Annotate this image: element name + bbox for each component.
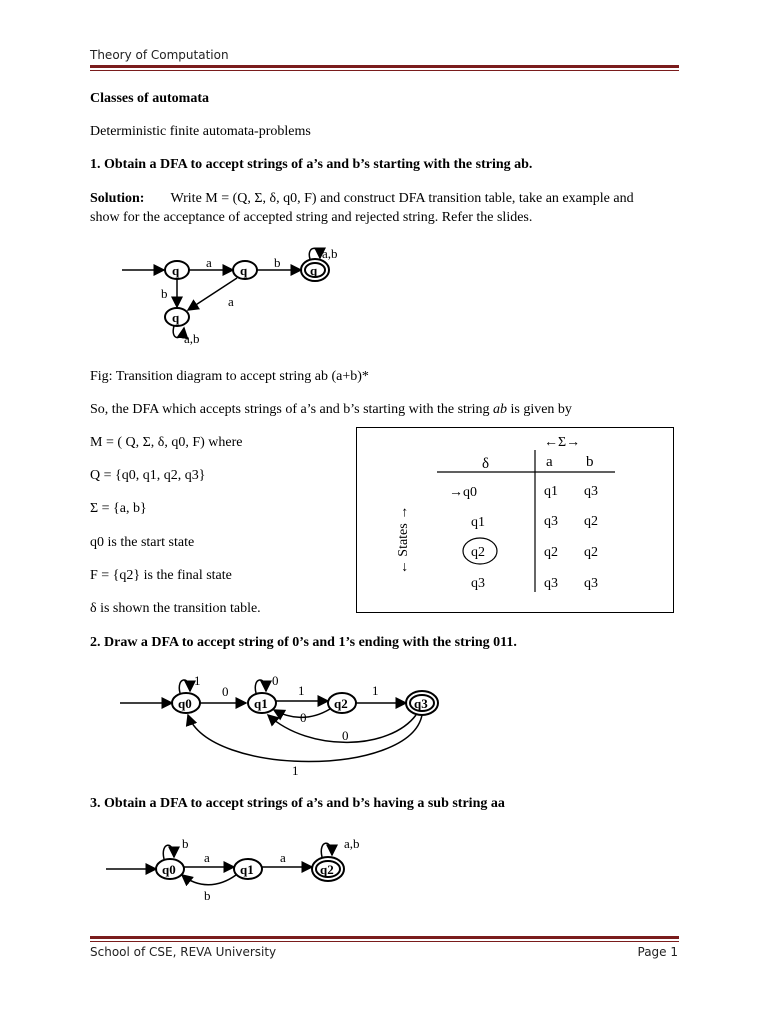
- edge-q0-q1: 0: [222, 684, 229, 699]
- def-line: M = ( Q, Σ, δ, q0, F) where: [90, 435, 243, 450]
- page-header-title: Theory of Computation: [90, 48, 229, 62]
- table-cell: q3: [544, 514, 558, 529]
- loop-label-top: a,b: [322, 246, 338, 261]
- edge-q3-q0: 1: [292, 763, 299, 778]
- table-cell: q3: [584, 576, 598, 591]
- edge-label-b: b: [274, 255, 281, 270]
- edge-q2-q3: 1: [372, 683, 379, 698]
- dfa-intro: So, the DFA which accepts strings of a’s and b’s starting with the string ab is given by: [90, 402, 572, 417]
- loop-label-q1: 0: [272, 673, 279, 688]
- delta-header: δ: [482, 456, 490, 472]
- table-state: q3: [471, 576, 485, 591]
- def-line: F = {q2} is the final state: [90, 568, 232, 583]
- def-line: δ is shown the transition table.: [90, 601, 261, 616]
- col-b-header: b: [586, 454, 594, 470]
- dfa-diagram-2: [110, 665, 450, 780]
- edge-label-b-down: b: [161, 286, 168, 301]
- problem1-heading: 1. Obtain a DFA to accept strings of a’s and b’s starting with the string ab.: [90, 157, 533, 172]
- problem2-heading: 2. Draw a DFA to accept string of 0’s and 1’s ending with the string 011.: [90, 635, 517, 650]
- solution-line2: show for the acceptance of accepted string and rejected string. Refer the slides.: [90, 210, 533, 225]
- state-q0: q0: [162, 862, 176, 877]
- sigma-header: ←Σ→: [544, 435, 581, 450]
- table-cell: q2: [544, 545, 558, 560]
- loop-label-bottom: a,b: [184, 331, 200, 346]
- state-q1: q1: [240, 862, 254, 877]
- table-cell: q2: [584, 514, 598, 529]
- table-cell: q3: [584, 484, 598, 499]
- loop-label-q0: b: [182, 836, 189, 851]
- footer-rule-thin: [90, 941, 679, 942]
- edge-q3-q1: 0: [342, 728, 349, 743]
- footer-rule: [90, 936, 679, 939]
- table-state: q1: [471, 515, 485, 530]
- def-line: q0 is the start state: [90, 535, 195, 550]
- loop-label-q0: 1: [194, 673, 201, 688]
- problem1-solution: [90, 189, 634, 208]
- def-line: Q = {q0, q1, q2, q3}: [90, 468, 206, 483]
- header-rule: [90, 65, 679, 68]
- state-q2: q2: [320, 862, 334, 877]
- table-cell: q2: [584, 545, 598, 560]
- state-q1: q1: [254, 696, 268, 711]
- problem3-heading: 3. Obtain a DFA to accept strings of a’s and b’s having a sub string aa: [90, 796, 505, 811]
- page-number: Page 1: [637, 945, 678, 959]
- subtitle: Deterministic finite automata-problems: [90, 124, 311, 139]
- dfa-diagram-3: [100, 830, 380, 905]
- def-line: Σ = {a, b}: [90, 501, 147, 516]
- edge-q1-q2: 1: [298, 683, 305, 698]
- table-cell: q3: [544, 576, 558, 591]
- solution-line1: Write M = (Q, Σ, δ, q0, F) and construct DFA transition table, take an example and: [170, 191, 634, 206]
- transition-table: [356, 427, 674, 613]
- edge-q1-q2: a: [280, 850, 286, 865]
- edge-q1-q0: b: [204, 888, 211, 903]
- section-title: Classes of automata: [90, 91, 209, 106]
- table-state: →q0: [449, 485, 477, 500]
- edge-label-a: a: [206, 255, 212, 270]
- edge-q0-q1: a: [204, 850, 210, 865]
- dfa-diagram-1: [110, 240, 370, 350]
- loop-label-q2: a,b: [344, 836, 360, 851]
- states-label: ← States →: [396, 505, 411, 575]
- table-cell: q1: [544, 484, 558, 499]
- solution-label: Solution:: [90, 191, 145, 206]
- edge-q2-q1: 0: [300, 710, 307, 725]
- state-label: q: [310, 263, 318, 278]
- state-label: q: [172, 310, 180, 325]
- footer-left: School of CSE, REVA University: [90, 945, 277, 959]
- state-q3: q3: [414, 696, 428, 711]
- state-label: q: [240, 263, 248, 278]
- state-q2: q2: [334, 696, 348, 711]
- col-a-header: a: [546, 454, 553, 470]
- fig-caption: Fig: Transition diagram to accept string ab (a+b)*: [90, 369, 369, 384]
- header-rule-thin: [90, 70, 679, 71]
- edge-label-a-diag: a: [228, 294, 234, 309]
- state-q0: q0: [178, 696, 192, 711]
- state-label: q: [172, 263, 180, 278]
- table-state: q2: [471, 545, 485, 560]
